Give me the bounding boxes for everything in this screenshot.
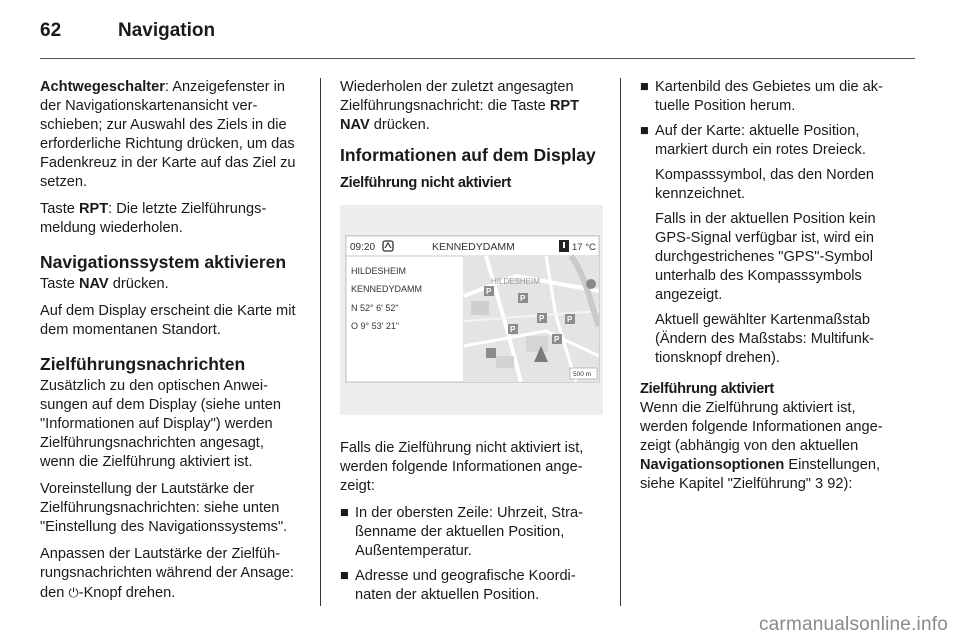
navigation-display bbox=[345, 235, 600, 383]
column-2 bbox=[340, 78, 603, 611]
text: drücken. bbox=[369, 117, 430, 133]
svg-text:P: P bbox=[510, 325, 516, 334]
paragraph-volume-preset: Voreinstellung der Lautstärke der Zielführungsnachrichten: siehe unten "Einstellung des Navigationssystems". bbox=[40, 481, 288, 535]
column-3 bbox=[640, 78, 903, 502]
page-header bbox=[40, 18, 915, 59]
list-item bbox=[640, 122, 903, 368]
display-longitude: O 9° 53' 21" bbox=[351, 321, 400, 331]
heading-display-info: Informationen auf dem Display bbox=[340, 145, 596, 165]
bullet-icon: ■ bbox=[340, 505, 349, 521]
display-latitude: N 52° 6' 52" bbox=[351, 303, 399, 313]
svg-text:P: P bbox=[520, 294, 526, 303]
heading-guidance-inactive: Zielführung nicht aktiviert bbox=[340, 175, 512, 191]
paragraph-active-info bbox=[640, 399, 903, 494]
map-scale: 500 m bbox=[573, 371, 592, 378]
watermark: carmanualsonline.info bbox=[758, 614, 948, 635]
bullet-icon: ■ bbox=[640, 79, 649, 95]
paragraph-nav bbox=[40, 275, 302, 294]
text: drücken. bbox=[108, 276, 169, 292]
power-knob-icon: ⏻ bbox=[68, 585, 79, 600]
map-info-list bbox=[640, 78, 903, 368]
column-divider bbox=[320, 78, 321, 606]
paragraph-inactive-info: Falls die Zielführung nicht aktiviert ist, werden folgende Informationen angezeigt: bbox=[340, 440, 584, 494]
page-reference-icon: 3 bbox=[815, 476, 824, 492]
display-temperature: 17 °C bbox=[572, 242, 596, 253]
svg-text:P: P bbox=[554, 335, 560, 344]
display-figure bbox=[340, 205, 603, 415]
text: Anpassen der Lautstärke der Zielführungsnachrichten während der Ansage: den bbox=[40, 546, 294, 601]
term-eight-way-switch: Achtwegeschalter bbox=[40, 79, 165, 95]
text: Adresse und geografische Koordinaten der aktuellen Position. bbox=[355, 568, 576, 603]
display-street-header: KENNEDYDAMM bbox=[432, 241, 515, 253]
sub-paragraph-scale: Aktuell gewählter Kartenmaßstab (Ändern des Maßstabs: Multifunktionsknopf drehen). bbox=[655, 312, 875, 366]
bullet-icon: ■ bbox=[340, 568, 349, 584]
text: Kartenbild des Gebietes um die aktuelle Position herum. bbox=[655, 79, 883, 114]
svg-text:P: P bbox=[539, 314, 545, 323]
text: In der obersten Zeile: Uhrzeit, Straßenname der aktuellen Position, Außentemperatur. bbox=[355, 505, 583, 559]
chapter-title: Navigation bbox=[118, 20, 216, 41]
display-street: KENNEDYDAMM bbox=[351, 284, 423, 294]
term-rpt: RPT bbox=[78, 201, 109, 217]
text: Auf der Karte: aktuelle Position, markiert durch ein rotes Dreieck. bbox=[655, 123, 866, 158]
list-item bbox=[640, 78, 903, 116]
text: Taste bbox=[40, 201, 79, 217]
inactive-info-list bbox=[340, 504, 603, 605]
bullet-icon: ■ bbox=[640, 123, 649, 139]
paragraph-repeat-message bbox=[340, 78, 603, 135]
heading-guidance-active: Zielführung aktiviert bbox=[640, 381, 774, 397]
column-divider bbox=[620, 78, 621, 606]
text: Einstellungen, siehe Kapitel "Zielführung" bbox=[640, 457, 881, 492]
map-compass-icon bbox=[586, 279, 596, 289]
display-time: 09:20 bbox=[350, 242, 376, 253]
sub-paragraph-gps: Falls in der aktuellen Position kein GPS-Signal verfügbar ist, wird ein durchgestrichenes "GPS"-Symbol unterhalb des Kompasssymbols angezeigt. bbox=[655, 211, 876, 303]
map-city-label: HILDESHEIM bbox=[491, 277, 540, 286]
paragraph-volume-adjust bbox=[40, 545, 302, 603]
text: : Die letzte Zielführungsmeldung wiederholen. bbox=[40, 201, 267, 236]
paragraph-eight-way-switch bbox=[40, 78, 302, 192]
text: : Anzeigefenster in der Navigationskartenansicht verschieben; zur Auswahl des Ziels in die erforderliche Richtung drücken, um das Fadenkreuz in der Karte auf das Ziel zu setzen. bbox=[40, 79, 296, 190]
text: Wenn die Zielführung aktiviert ist, werden folgende Informationen angezeigt (abhängig von den aktuellen bbox=[640, 400, 883, 454]
svg-text:P: P bbox=[486, 287, 492, 296]
svg-text:P: P bbox=[567, 315, 573, 324]
page-number: 62 bbox=[40, 20, 62, 41]
paragraph-guidance-info: Zusätzlich zu den optischen Anweisungen auf dem Display (siehe unten "Informationen auf Display") werden Zielführungsnachrichten angesagt, wenn die Zielführung aktiviert ist. bbox=[40, 378, 281, 470]
list-item bbox=[340, 504, 603, 561]
sub-paragraph-compass: Kompasssymbol, das den Norden kennzeichnet. bbox=[655, 167, 875, 202]
text: -Knopf drehen. bbox=[78, 585, 176, 601]
display-city: HILDESHEIM bbox=[351, 266, 407, 276]
text: Taste bbox=[40, 276, 79, 292]
heading-guidance-messages: Zielführungsnachrichten bbox=[40, 354, 246, 374]
text: Wiederholen der zuletzt angesagten Zielführungsnachricht: die Taste bbox=[340, 79, 574, 114]
paragraph-map-display: Auf dem Display erscheint die Karte mit dem momentanen Standort. bbox=[40, 303, 296, 338]
poi-icon bbox=[486, 348, 496, 358]
map-view bbox=[464, 256, 599, 382]
column-1 bbox=[40, 78, 302, 611]
term-rpt-nav: RPT NAV bbox=[340, 98, 580, 133]
term-nav: NAV bbox=[78, 276, 109, 292]
paragraph-rpt bbox=[40, 200, 302, 238]
list-item bbox=[340, 567, 603, 605]
term-navigation-options: Navigationsoptionen bbox=[640, 457, 785, 473]
text: 92): bbox=[823, 476, 853, 492]
heading-activate-navigation: Navigationssystem aktivieren bbox=[40, 252, 287, 272]
